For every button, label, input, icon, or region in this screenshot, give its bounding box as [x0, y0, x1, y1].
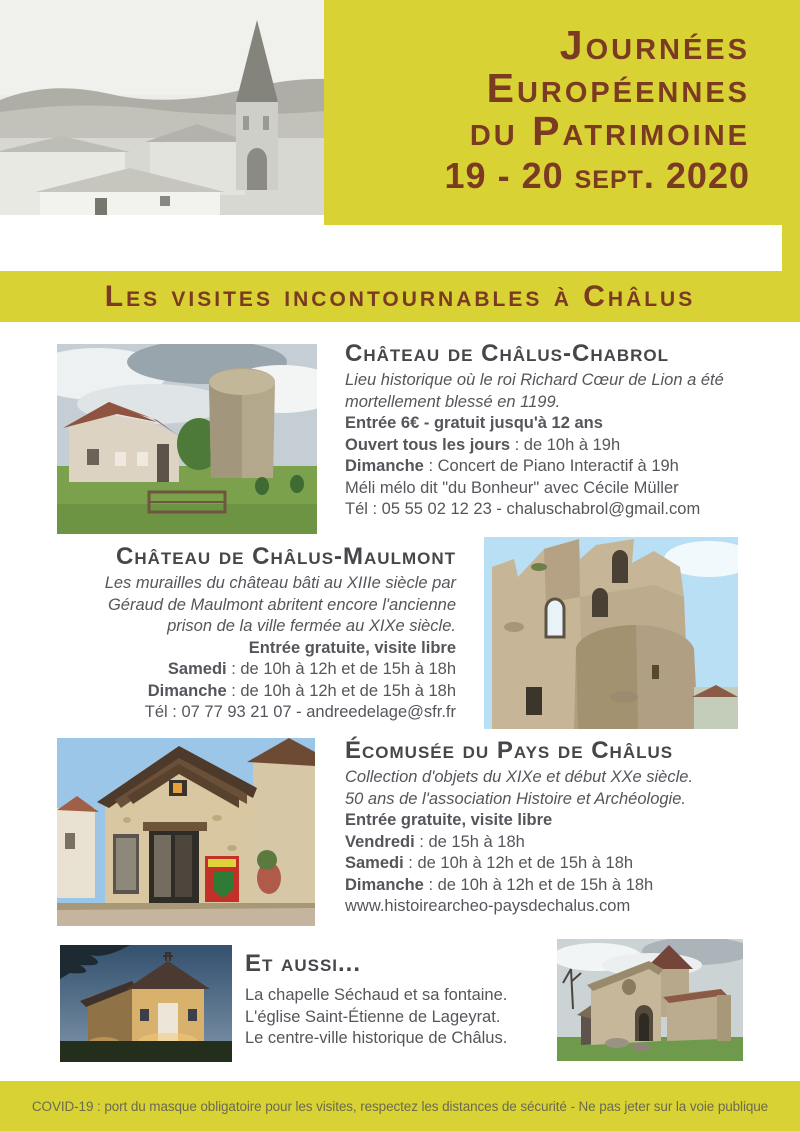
poster-title-line-3: du Patrimoine [469, 108, 750, 154]
text-line: prison de la ville fermée au XIXe siècle. [167, 617, 456, 635]
text-line-label: Dimanche [345, 457, 424, 475]
text-line: Méli mélo dit "du Bonheur" avec Cécile Müller [345, 478, 679, 497]
poster-title-line-1: Journées [559, 22, 750, 68]
covid-band [0, 1081, 800, 1131]
text-line: Entrée 6€ - gratuit jusqu'à 12 ans [345, 414, 603, 432]
section-lines-maulmont [24, 573, 456, 724]
section-lines-chabrol [345, 370, 777, 521]
ecomusee-illustration [57, 738, 315, 926]
text-line-label: Dimanche [345, 875, 424, 894]
text-line: Entrée gratuite, visite libre [345, 811, 553, 829]
maulmont-illustration [484, 537, 738, 729]
text-line: www.histoirearcheo-paysdechalus.com [345, 897, 631, 915]
section-et-aussi [245, 950, 550, 1050]
text-line: Entrée gratuite, visite libre [248, 638, 456, 657]
section-lines-et-aussi [245, 985, 550, 1050]
text-line-label: Vendredi [345, 832, 415, 851]
section-ecomusee [345, 737, 777, 918]
section-title-et-aussi: Et aussi... [245, 950, 362, 977]
text-line: Tél : 05 55 02 12 23 - chaluschabrol@gmail.com [345, 500, 701, 518]
text-line: Ouvert tous les jours : de 10h à 19h [345, 435, 621, 454]
covid-band-text: COVID-19 : port du masque obligatoire pour les visites, respectez les distances de sécurité - Ne pas jeter sur la voie publique [31, 1098, 769, 1114]
section-maulmont [24, 543, 456, 724]
text-line: Dimanche : Concert de Piano Interactif à 19h [345, 457, 679, 475]
text-line: La chapelle Séchaud et sa fontaine. [245, 986, 508, 1004]
photo-ecomusee [57, 738, 315, 926]
text-line: Le centre-ville historique de Châlus. [245, 1029, 508, 1047]
photo-chapelle-sechaud [60, 945, 232, 1062]
text-line: Les murailles du château bâti au XIIIe siècle par [104, 574, 456, 592]
yellow-corner-strip [782, 0, 800, 272]
text-line: Géraud de Maulmont abritent encore l'ancienne [107, 595, 456, 614]
text-line-label: Samedi [345, 854, 404, 872]
text-line-label: Dimanche [147, 681, 227, 700]
photo-chateau-chabrol [57, 344, 317, 534]
text-line-label: Ouvert tous les jours [345, 435, 511, 454]
text-line: Dimanche : de 10h à 12h et de 15h à 18h [147, 681, 456, 700]
text-line: Samedi : de 10h à 12h et de 15h à 18h [167, 660, 456, 678]
text-line: Lieu historique où le roi Richard Cœur de Lion a été [345, 371, 724, 389]
photo-chateau-maulmont [484, 537, 738, 729]
text-line: Dimanche : de 10h à 12h et de 15h à 18h [345, 875, 654, 894]
section-chabrol [345, 340, 777, 521]
subtitle-band-text: Les visites incontournables à Châlus [104, 279, 696, 313]
section-lines-ecomusee [345, 767, 777, 918]
subtitle-band [0, 271, 800, 322]
text-line: Tél : 07 77 93 21 07 - andreedelage@sfr.fr [144, 703, 456, 721]
chabrol-illustration [57, 344, 317, 534]
text-line-label: Samedi [167, 660, 227, 678]
section-title-chabrol: Château de Châlus-Chabrol [345, 340, 670, 367]
text-line: Collection d'objets du XIXe et début XXe siècle. [345, 768, 694, 786]
text-line: Vendredi : de 15h à 18h [345, 832, 525, 851]
lageyrat-illustration [557, 939, 743, 1061]
text-line: Samedi : de 10h à 12h et de 15h à 18h [345, 854, 634, 872]
photo-eglise-lageyrat [557, 939, 743, 1061]
poster-title-line-2: Européennes [486, 65, 750, 111]
section-title-ecomusee: Écomusée du Pays de Châlus [345, 737, 674, 764]
text-line: 50 ans de l'association Histoire et Archéologie. [345, 789, 686, 808]
text-line: mortellement blessé en 1199. [345, 392, 561, 411]
chapelle-illustration [60, 945, 232, 1062]
title-block [324, 0, 800, 225]
poster-date: 19 - 20 sept. 2020 [444, 155, 750, 196]
section-title-maulmont: Château de Châlus-Maulmont [116, 543, 456, 570]
text-line: L'église Saint-Étienne de Lageyrat. [245, 1007, 501, 1026]
